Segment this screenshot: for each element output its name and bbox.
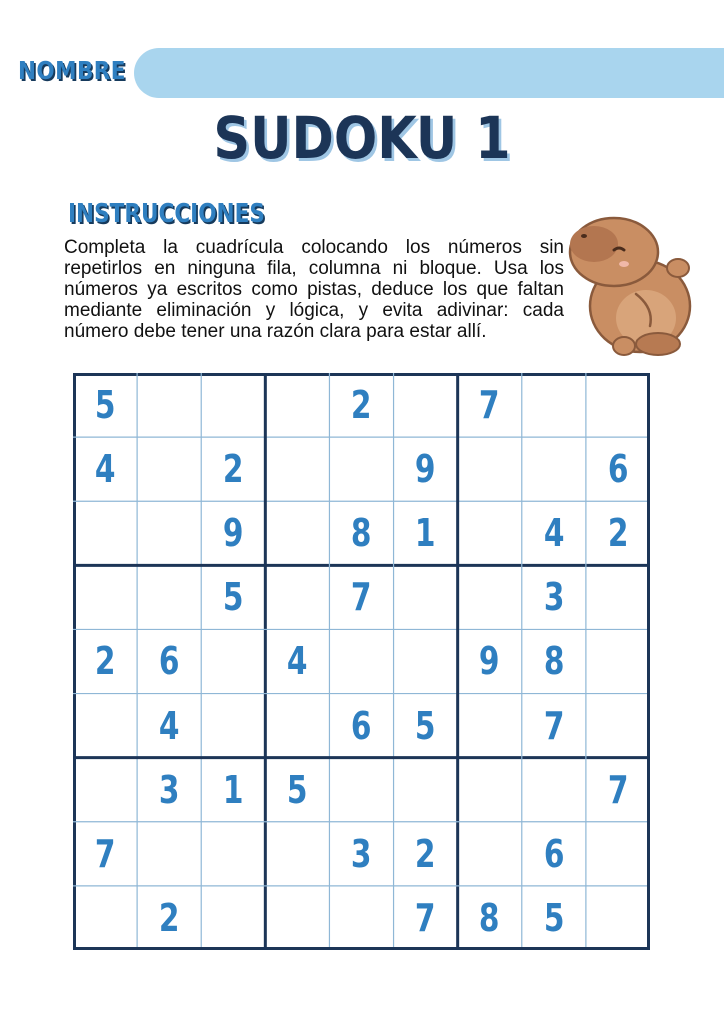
sudoku-cell-r1-c6[interactable]	[394, 373, 458, 437]
sudoku-cell-r7-c8[interactable]	[522, 758, 586, 822]
sudoku-digit: 7	[94, 831, 116, 876]
sudoku-cell-r5-c1	[73, 629, 137, 693]
sudoku-digit: 7	[415, 895, 436, 940]
sudoku-cell-r5-c9[interactable]	[586, 629, 650, 693]
sudoku-cell-r3-c2[interactable]	[137, 501, 201, 565]
sudoku-cell-r4-c8	[522, 565, 586, 629]
sudoku-digit: 2	[94, 639, 116, 684]
sudoku-cell-r3-c7[interactable]	[458, 501, 522, 565]
sudoku-digit: 4	[543, 511, 565, 556]
sudoku-cell-r7-c3	[201, 758, 265, 822]
sudoku-digit: 8	[543, 639, 565, 684]
sudoku-cell-r6-c1[interactable]	[73, 694, 137, 758]
sudoku-cell-r9-c9[interactable]	[586, 886, 650, 950]
sudoku-cell-r2-c6	[394, 437, 458, 501]
sudoku-cell-r6-c9[interactable]	[586, 694, 650, 758]
sudoku-grid	[73, 373, 650, 950]
sudoku-cell-r3-c5	[329, 501, 393, 565]
sudoku-cell-r6-c2	[137, 694, 201, 758]
sudoku-cell-r7-c5[interactable]	[329, 758, 393, 822]
sudoku-digit: 2	[415, 831, 436, 876]
sudoku-cell-r6-c4[interactable]	[265, 694, 329, 758]
sudoku-cell-r8-c1	[73, 822, 137, 886]
sudoku-cell-r8-c5	[329, 822, 393, 886]
sudoku-digit: 5	[94, 383, 116, 428]
sudoku-digit: 3	[543, 575, 565, 620]
sudoku-cell-r4-c6[interactable]	[394, 565, 458, 629]
sudoku-digit: 6	[158, 639, 180, 684]
sudoku-cell-r9-c3[interactable]	[201, 886, 265, 950]
sudoku-digit: 7	[607, 767, 629, 812]
sudoku-cell-r1-c3[interactable]	[201, 373, 265, 437]
sudoku-cell-r6-c8	[522, 694, 586, 758]
sudoku-cell-r9-c7	[458, 886, 522, 950]
sudoku-digit: 6	[607, 447, 629, 492]
sudoku-digit: 5	[222, 575, 244, 620]
sudoku-digit: 2	[607, 511, 629, 556]
sudoku-cell-r8-c3[interactable]	[201, 822, 265, 886]
sudoku-cell-r5-c7	[458, 629, 522, 693]
sudoku-cell-r9-c4[interactable]	[265, 886, 329, 950]
sudoku-digit: 6	[543, 831, 565, 876]
sudoku-digit: 4	[94, 447, 116, 492]
sudoku-digit: 8	[479, 895, 501, 940]
sudoku-cell-r6-c7[interactable]	[458, 694, 522, 758]
sudoku-cell-r7-c9	[586, 758, 650, 822]
sudoku-cell-r3-c9	[586, 501, 650, 565]
sudoku-cell-r1-c9[interactable]	[586, 373, 650, 437]
sudoku-cell-r4-c7[interactable]	[458, 565, 522, 629]
sudoku-cell-r7-c2	[137, 758, 201, 822]
sudoku-digit: 8	[351, 511, 372, 556]
sudoku-cell-r5-c5[interactable]	[329, 629, 393, 693]
sudoku-digit: 4	[158, 703, 180, 748]
sudoku-digit: 9	[415, 447, 436, 492]
sudoku-cell-r4-c4[interactable]	[265, 565, 329, 629]
sudoku-digit: 2	[158, 895, 180, 940]
sudoku-cell-r1-c5	[329, 373, 393, 437]
sudoku-digit: 5	[415, 703, 436, 748]
sudoku-cell-r4-c3	[201, 565, 265, 629]
sudoku-cell-r8-c2[interactable]	[137, 822, 201, 886]
sudoku-cell-r1-c4[interactable]	[265, 373, 329, 437]
sudoku-cell-r3-c4[interactable]	[265, 501, 329, 565]
sudoku-cell-r8-c9[interactable]	[586, 822, 650, 886]
sudoku-digit: 2	[351, 383, 372, 428]
sudoku-cell-r9-c2	[137, 886, 201, 950]
capybara-icon	[566, 208, 702, 358]
sudoku-cell-r2-c8[interactable]	[522, 437, 586, 501]
name-label: NOMBRE	[18, 56, 126, 85]
sudoku-cell-r8-c7[interactable]	[458, 822, 522, 886]
sudoku-cell-r1-c8[interactable]	[522, 373, 586, 437]
sudoku-digit: 4	[287, 639, 308, 684]
sudoku-cell-r3-c8	[522, 501, 586, 565]
name-field[interactable]	[134, 48, 724, 98]
sudoku-cell-r4-c2[interactable]	[137, 565, 201, 629]
sudoku-cell-r9-c1[interactable]	[73, 886, 137, 950]
page-title: SUDOKU 1	[213, 104, 511, 172]
sudoku-cell-r9-c8	[522, 886, 586, 950]
sudoku-cell-r5-c4	[265, 629, 329, 693]
sudoku-digit: 7	[479, 383, 501, 428]
sudoku-digit: 2	[222, 447, 244, 492]
sudoku-cell-r9-c5[interactable]	[329, 886, 393, 950]
sudoku-digit: 3	[351, 831, 372, 876]
sudoku-cell-r2-c7[interactable]	[458, 437, 522, 501]
sudoku-cell-r3-c3	[201, 501, 265, 565]
sudoku-cell-r2-c5[interactable]	[329, 437, 393, 501]
sudoku-cell-r5-c8	[522, 629, 586, 693]
sudoku-digit: 1	[415, 511, 436, 556]
sudoku-cell-r4-c9[interactable]	[586, 565, 650, 629]
sudoku-digit: 1	[222, 767, 244, 812]
sudoku-digit: 7	[543, 703, 565, 748]
sudoku-cell-r8-c4[interactable]	[265, 822, 329, 886]
sudoku-cell-r2-c2[interactable]	[137, 437, 201, 501]
sudoku-cell-r7-c7[interactable]	[458, 758, 522, 822]
sudoku-cell-r3-c6	[394, 501, 458, 565]
sudoku-cell-r3-c1[interactable]	[73, 501, 137, 565]
sudoku-cell-r2-c3	[201, 437, 265, 501]
sudoku-cell-r6-c5	[329, 694, 393, 758]
sudoku-cell-r7-c4	[265, 758, 329, 822]
sudoku-cell-r6-c3[interactable]	[201, 694, 265, 758]
sudoku-digit: 7	[351, 575, 372, 620]
sudoku-cell-r5-c6[interactable]	[394, 629, 458, 693]
sudoku-cell-r7-c6[interactable]	[394, 758, 458, 822]
sudoku-cell-r4-c1[interactable]	[73, 565, 137, 629]
sudoku-digit: 6	[351, 703, 372, 748]
sudoku-cell-r6-c6	[394, 694, 458, 758]
sudoku-cell-r9-c6	[394, 886, 458, 950]
sudoku-cell-r4-c5	[329, 565, 393, 629]
sudoku-cell-r2-c4[interactable]	[265, 437, 329, 501]
sudoku-cell-r8-c6	[394, 822, 458, 886]
sudoku-digit: 5	[287, 767, 308, 812]
sudoku-digit: 9	[222, 511, 244, 556]
instructions-heading: INSTRUCCIONES	[68, 199, 265, 229]
sudoku-cell-r1-c7	[458, 373, 522, 437]
sudoku-digit: 3	[158, 767, 180, 812]
sudoku-cell-r2-c9	[586, 437, 650, 501]
sudoku-cell-r8-c8	[522, 822, 586, 886]
sudoku-cell-r5-c3[interactable]	[201, 629, 265, 693]
sudoku-cell-r5-c2	[137, 629, 201, 693]
sudoku-cell-r7-c1[interactable]	[73, 758, 137, 822]
sudoku-digit: 9	[479, 639, 501, 684]
instructions-text: Completa la cuadrícula colocando los números sin repetirlos en ninguna fila, columna ni bloque. Usa los números ya escritos como pistas, deduce los que faltan mediante eliminación y lógica, y evita adivinar: cada número debe tener una razón clara para estar allí.	[64, 237, 564, 342]
sudoku-cell-r2-c1	[73, 437, 137, 501]
sudoku-cell-r1-c2[interactable]	[137, 373, 201, 437]
sudoku-cell-r1-c1	[73, 373, 137, 437]
sudoku-digit: 5	[543, 895, 565, 940]
